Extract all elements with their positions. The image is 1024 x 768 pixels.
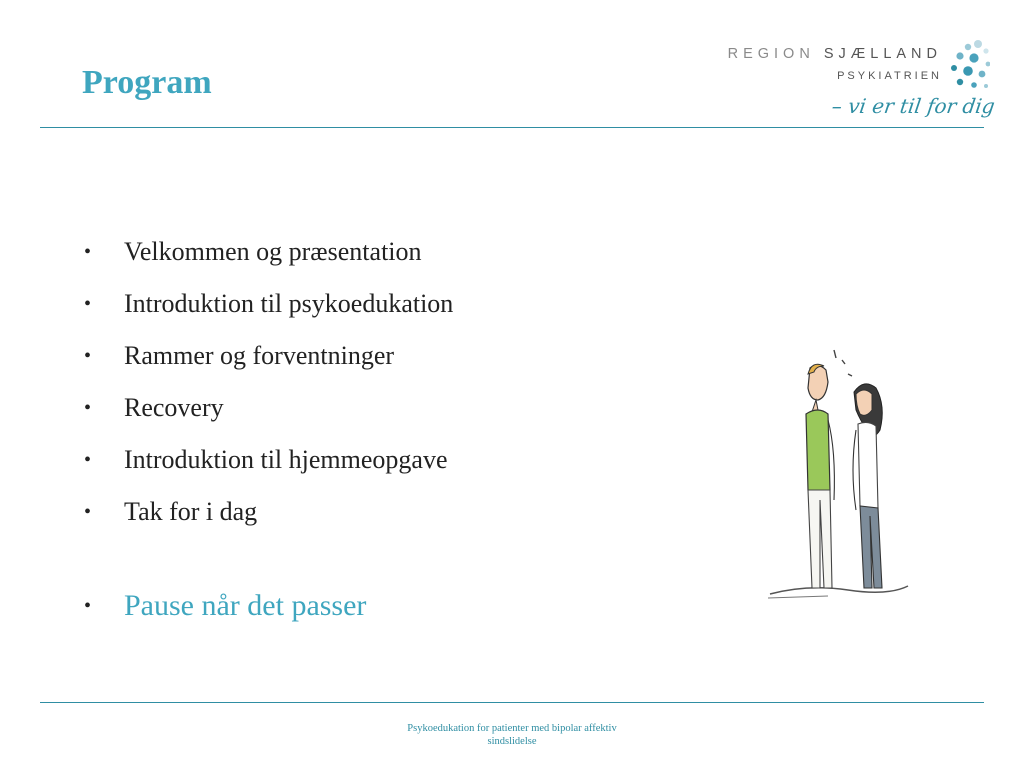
agenda-item-text: Tak for i dag	[124, 497, 258, 526]
bullet-icon: •	[84, 293, 92, 315]
bullet-icon: •	[84, 595, 92, 617]
agenda-item-text: Velkommen og præsentation	[124, 237, 422, 266]
bullet-icon: •	[84, 345, 92, 367]
agenda-item-text: Introduktion til hjemmeopgave	[124, 445, 448, 474]
footer-divider	[40, 702, 984, 703]
footer-text	[362, 722, 662, 748]
pause-item-text: Pause når det passer	[124, 589, 367, 622]
bullet-icon: •	[84, 397, 92, 419]
logo-department: PSYKIATRIEN	[837, 70, 942, 82]
logo-tagline: – vi er til for dig	[830, 94, 997, 118]
agenda-item	[84, 278, 453, 330]
agenda-item-text: Rammer og forventninger	[124, 341, 395, 370]
logo-region-name	[728, 46, 942, 62]
agenda-item	[84, 330, 453, 382]
logo-region-word: REGION	[727, 46, 815, 62]
pause-note	[84, 583, 366, 629]
bullet-icon: •	[84, 241, 92, 263]
agenda-item-text: Introduktion til psykoedukation	[124, 289, 454, 318]
footer-line: Psykoedukation for patienter med bipolar affektiv	[407, 723, 617, 734]
agenda-item	[84, 486, 453, 538]
header-divider	[40, 127, 984, 128]
bullet-icon: •	[84, 501, 92, 523]
slide-title: Program	[82, 64, 212, 101]
agenda-item	[84, 226, 453, 278]
agenda-item-text: Recovery	[124, 393, 224, 422]
region-sjaelland-logo	[720, 36, 997, 128]
logo-dots-icon	[946, 38, 990, 92]
pause-item	[84, 583, 366, 629]
agenda-item	[84, 434, 453, 486]
agenda-list	[84, 226, 453, 538]
footer-line: sindslidelse	[487, 736, 537, 747]
bullet-icon: •	[84, 449, 92, 471]
two-people-looking-up-illustration	[768, 340, 913, 602]
logo-sjaelland-word: SJÆLLAND	[823, 46, 942, 62]
agenda-item	[84, 382, 453, 434]
